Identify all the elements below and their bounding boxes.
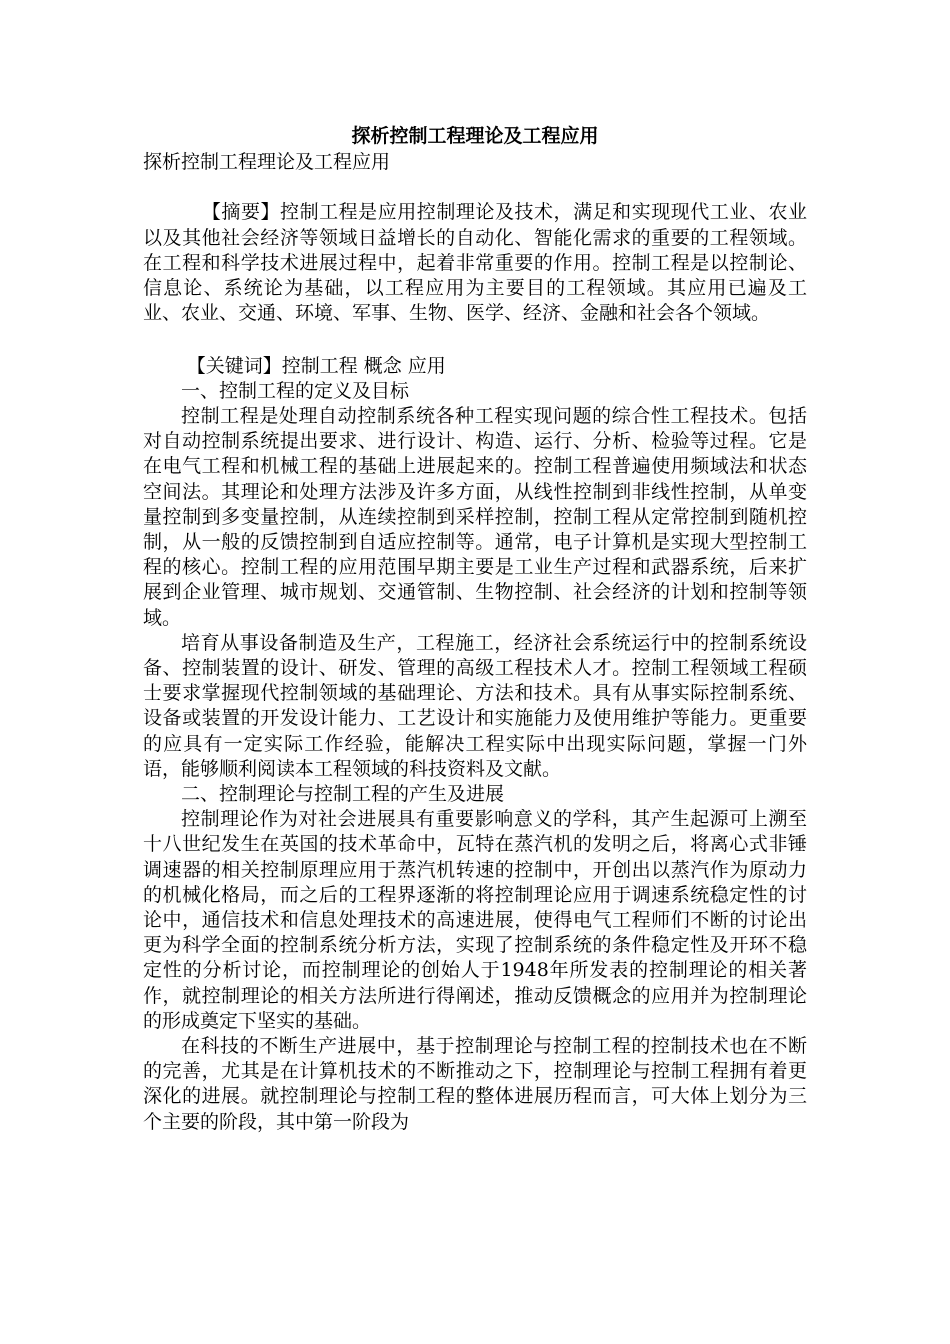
body-paragraph: 培育从事设备制造及生产，工程施工，经济社会系统运行中的控制系统设备、控制装置的设计、研发、管理的高级工程技术人才。控制工程领域工程硕士要求掌握现代控制领域的基础理论、方法和技术。具有从事实际控制系统、设备或装置的开发设计能力、工艺设计和实施能力及使用维护等能力。更重要的应具有一定实际工作经验，能解决工程实际中出现实际问题，掌握一门外语，能够顺利阅读本工程领域的科技资料及文献。 (143, 631, 807, 780)
abstract-paragraph: 【摘要】控制工程是应用控制理论及技术，满足和实现现代工业、农业以及其他社会经济等领域日益增长的自动化、智能化需求的重要的工程领域。在工程和科学技术进展过程中，起着非常重要的作用。控制工程是以控制论、信息论、系统论为基础，以工程应用为主要目的工程领域。其应用已遍及工业、农业、交通、环境、军事、生物、医学、经济、金融和社会各个领域。 (143, 201, 807, 325)
blank-line (143, 175, 807, 200)
document-subtitle: 探析控制工程理论及工程应用 (143, 151, 391, 173)
document-page (143, 122, 807, 1135)
body-paragraph: 控制理论作为对社会进展具有重要影响意义的学科，其产生起源可上溯至十八世纪发生在英国的技术革命中，瓦特在蒸汽机的发明之后，将离心式非锤调速器的相关控制原理应用于蒸汽机转速的控制中，开创出以蒸汽作为原动力的机械化格局，而之后的工程界逐渐的将控制理论应用于调速系统稳定性的讨论中，通信技术和信息处理技术的高速进展，使得电气工程师们不断的讨论出更为科学全面的控制系统分析方法，实现了控制系统的条件稳定性及开环不稳定性的分析讨论，而控制理论的创始人于1948年所发表的控制理论的相关著作，就控制理论的相关方法所进行得阐述，推动反馈概念的应用并为控制理论的形成奠定下坚实的基础。 (143, 808, 807, 1032)
body-paragraph: 控制工程是处理自动控制系统各种工程实现问题的综合性工程技术。包括对自动控制系统提出要求、进行设计、构造、运行、分析、检验等过程。它是在电气工程和机械工程的基础上进展起来的。控制工程普遍使用频域法和状态空间法。其理论和处理方法涉及许多方面，从线性控制到非线性控制，从单变量控制到多变量控制，从连续控制到采样控制，控制工程从定常控制到随机控制，从一般的反馈控制到自适应控制等。通常，电子计算机是实现大型控制工程的核心。控制工程的应用范围早期主要是工业生产过程和武器系统，后来扩展到企业管理、城市规划、交通管制、生物控制、社会经济的计划和控制等领域。 (143, 405, 807, 629)
section-heading-1: 一、控制工程的定义及目标 (181, 379, 410, 402)
blank-line (143, 326, 807, 351)
body-paragraph: 在科技的不断生产进展中，基于控制理论与控制工程的控制技术也在不断的完善，尤其是在计算机技术的不断推动之下，控制理论与控制工程拥有着更深化的进展。就控制理论与控制工程的整体进展历程而言，可大体上划分为三个主要的阶段，其中第一阶段为 (143, 1035, 807, 1133)
section-heading-2: 二、控制理论与控制工程的产生及进展 (181, 783, 505, 806)
document-title: 探析控制工程理论及工程应用 (351, 125, 599, 147)
keywords-line: 【关键词】控制工程 概念 应用 (186, 354, 446, 377)
